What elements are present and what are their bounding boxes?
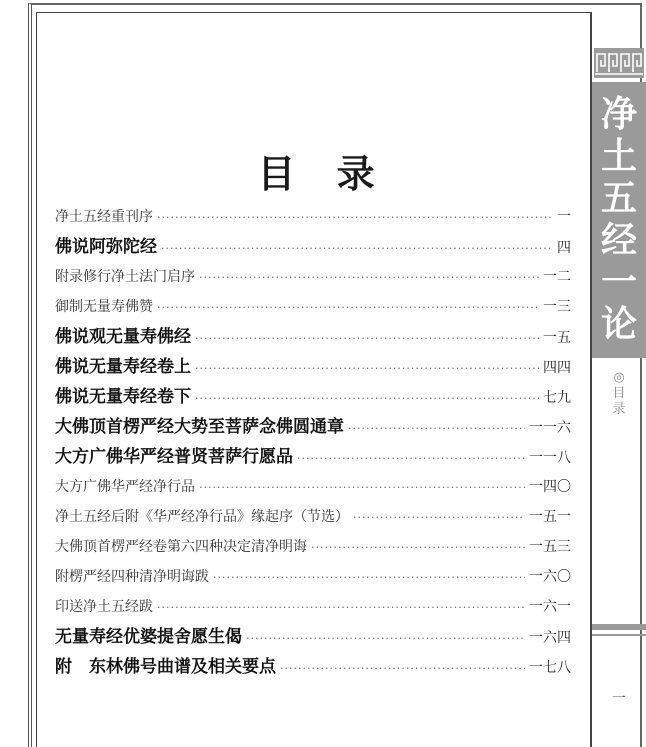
toc-entry-page: 一 bbox=[557, 209, 571, 225]
toc-entry-label: 大佛顶首楞严经卷第六四种决定清净明诲 bbox=[55, 539, 307, 555]
toc-entry-label: 无量寿经优婆提舍愿生偈 bbox=[55, 627, 242, 647]
toc-leader-dots bbox=[246, 624, 525, 654]
toc-entry[interactable] bbox=[55, 352, 571, 382]
spine-divider bbox=[592, 624, 646, 646]
toc-entry[interactable] bbox=[55, 502, 571, 532]
toc-entry-page: 一三 bbox=[543, 299, 571, 315]
page-number: 一 bbox=[612, 691, 626, 707]
spine-title-box bbox=[592, 82, 646, 358]
toc-entry-page: 一六〇 bbox=[529, 569, 571, 585]
toc-entry-label: 附楞严经四种清净明诲跋 bbox=[55, 569, 209, 585]
toc-entry[interactable] bbox=[55, 532, 571, 562]
toc-entry-label: 印送净土五经跋 bbox=[55, 599, 153, 615]
spine-section-char: 目 bbox=[612, 386, 626, 401]
spine-section-char: 录 bbox=[612, 402, 626, 417]
toc-entry-label: 佛说观无量寿佛经 bbox=[55, 327, 191, 347]
toc-leader-dots bbox=[348, 414, 525, 444]
toc-entry-page: 一六一 bbox=[529, 599, 571, 615]
toc-entry-page: 七九 bbox=[543, 390, 571, 406]
toc-entry-label: 净土五经重刊序 bbox=[55, 209, 153, 225]
toc-entry[interactable] bbox=[55, 412, 571, 442]
toc-entry-label: 佛说无量寿经卷下 bbox=[55, 387, 191, 407]
toc-entry-page: 四 bbox=[557, 240, 571, 256]
toc-entry-page: 一一六 bbox=[529, 420, 571, 436]
toc-leader-dots bbox=[161, 234, 553, 264]
toc-entry-page: 一五三 bbox=[529, 539, 571, 555]
toc-leader-dots bbox=[157, 593, 525, 623]
toc-entry[interactable] bbox=[55, 472, 571, 502]
toc-entry[interactable] bbox=[55, 562, 571, 592]
toc-entry[interactable] bbox=[55, 382, 571, 412]
toc-entry-label: 大方广佛华严经普贤菩萨行愿品 bbox=[55, 447, 293, 467]
spine-section-char: ◎ bbox=[613, 370, 625, 385]
toc-entry[interactable] bbox=[55, 592, 571, 622]
toc-entry[interactable] bbox=[55, 202, 571, 232]
spine-title bbox=[592, 94, 646, 346]
meander-pattern-icon bbox=[594, 48, 644, 78]
spine-title-char: 土 bbox=[600, 136, 637, 177]
toc-leader-dots bbox=[195, 384, 539, 414]
toc-entry-page: 一四〇 bbox=[529, 479, 571, 495]
toc-entry-page: 一五一 bbox=[529, 509, 571, 525]
toc-entry-page: 四四 bbox=[543, 360, 571, 376]
toc-leader-dots bbox=[199, 473, 525, 503]
toc-entry-page: 一一八 bbox=[529, 450, 571, 466]
toc-entry-page: 一二 bbox=[543, 269, 571, 285]
toc-leader-dots bbox=[213, 563, 525, 593]
toc-entry-page: 一五 bbox=[543, 330, 571, 346]
toc-entry[interactable] bbox=[55, 622, 571, 652]
table-of-contents bbox=[55, 202, 571, 682]
spine-title-char: 五 bbox=[600, 178, 637, 219]
toc-leader-dots bbox=[195, 324, 539, 354]
toc-entry[interactable] bbox=[55, 232, 571, 262]
toc-entry[interactable] bbox=[55, 442, 571, 472]
toc-leader-dots bbox=[199, 263, 539, 293]
toc-entry-page: 一七八 bbox=[529, 660, 571, 676]
toc-entry-label: 佛说阿弥陀经 bbox=[55, 237, 157, 257]
toc-entry[interactable] bbox=[55, 292, 571, 322]
toc-entry-label: 佛说无量寿经卷上 bbox=[55, 357, 191, 377]
spine-title-char: 一 bbox=[600, 262, 637, 303]
page-title: 目 录 bbox=[257, 151, 389, 197]
spine-title-char: 净 bbox=[600, 94, 637, 135]
toc-leader-dots bbox=[157, 203, 553, 233]
toc-entry-label: 大佛顶首楞严经大势至菩萨念佛圆通章 bbox=[55, 417, 344, 437]
spine-section-label bbox=[592, 370, 646, 418]
toc-entry-label: 附录修行净土法门启序 bbox=[55, 269, 195, 285]
toc-entry-page: 一六四 bbox=[529, 630, 571, 646]
toc-leader-dots bbox=[280, 654, 525, 684]
toc-leader-dots bbox=[157, 293, 539, 323]
toc-entry-label: 净土五经后附《华严经净行品》缘起序（节选） bbox=[55, 509, 349, 525]
toc-leader-dots bbox=[195, 354, 539, 384]
toc-entry[interactable] bbox=[55, 322, 571, 352]
toc-entry[interactable] bbox=[55, 262, 571, 292]
spine-column bbox=[590, 12, 646, 747]
toc-leader-dots bbox=[353, 503, 525, 533]
toc-entry-label: 大方广佛华严经净行品 bbox=[55, 479, 195, 495]
toc-leader-dots bbox=[311, 533, 525, 563]
spine-title-char: 经 bbox=[600, 220, 637, 261]
toc-leader-dots bbox=[297, 444, 525, 474]
toc-entry[interactable] bbox=[55, 652, 571, 682]
spine-title-char: 论 bbox=[600, 304, 637, 345]
toc-entry-label: 附 东林佛号曲谱及相关要点 bbox=[55, 657, 276, 677]
toc-entry-label: 御制无量寿佛赞 bbox=[55, 299, 153, 315]
